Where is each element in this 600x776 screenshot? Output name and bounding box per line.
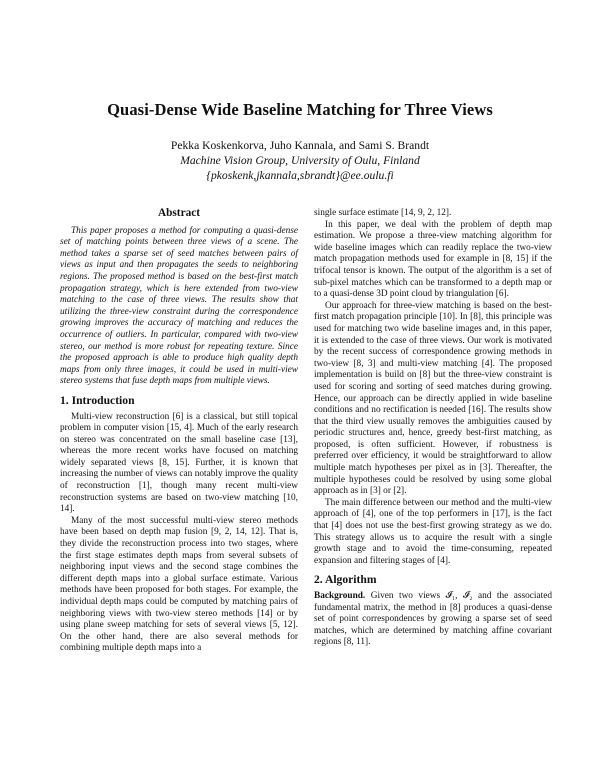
- right-column: [314, 208, 552, 649]
- algorithm-text: Given two views 𝓘₁, 𝓘₂ and the associated fundamental matrix, the method in [8] produces a quasi-dense set of point correspondences by growing a sparse set of seed matches, which are determined by matching affine covariant regions [8, 11].: [314, 591, 552, 648]
- algorithm-paragraph: [314, 591, 552, 649]
- intro-paragraph-5: The main difference between our method and the multi-view approach of [4], one of the top performers in [17], is the fact that [4] does not use the best-first growing strategy as we do. This strategy allows us to acquire the result with a single growth stage and to avoid the time-consuming, repeated expansion and filtering stages of [4].: [314, 497, 552, 566]
- intro-heading: 1. Introduction: [60, 393, 135, 407]
- background-runin: Background.: [314, 591, 366, 601]
- intro-continuation: single surface estimate [14, 9, 2, 12].: [314, 208, 452, 218]
- abstract-text: This paper proposes a method for computing a quasi-dense set of matching points between three views of a scene. The method takes a sparse set of seed matches between pairs of views as input and then propagates the seeds to neighboring regions. The proposed method is based on the best-first match propagation strategy, which is here extended from two-view matching to the case of three views. The results show that utilizing the three-view constraint during the correspondence growing improves the accuracy of matching and reduces the occurrence of outliers. In particular, compared with two-view stereo, our method is more robust for repeating texture. Since the proposed approach is able to produce high quality depth maps from only three images, it could be used in multi-view stereo systems that fuse depth maps from multiple views.: [60, 225, 298, 387]
- author-affiliation: Machine Vision Group, University of Oulu, Finland: [180, 154, 420, 167]
- author-block: [0, 138, 600, 183]
- algorithm-heading: 2. Algorithm: [314, 573, 377, 587]
- paper-title: Quasi-Dense Wide Baseline Matching for Three Views: [107, 100, 493, 119]
- abstract-heading: Abstract: [157, 207, 201, 219]
- intro-paragraph-3: In this paper, we deal with the problem of depth map estimation. We propose a three-view matching algorithm for wide baseline images which can readily replace the two-view match propagation methods used for example in [8, 15] if the trifocal tensor is known. The output of the algorithm is a set of sub-pixel matches which can be transformed to a depth map or to a quasi-dense 3D point cloud by triangulation [6].: [314, 219, 552, 300]
- intro-paragraph-1: Multi-view reconstruction [6] is a classical, but still topical problem in computer vision [15, 4]. Much of the early research on stereo was concentrated on the small baseline case [13], whereas the more recent works have focused on matching widely separated views [8, 15]. Further, it is known that increasing the number of views can notably improve the quality of reconstruction [1], though many recent multi-view reconstruction systems are based on two-view matching [10, 14].: [60, 411, 298, 515]
- left-column: [60, 208, 298, 655]
- author-emails: {pkoskenk,jkannala,sbrandt}@ee.oulu.fi: [206, 169, 394, 182]
- intro-paragraph-4: Our approach for three-view matching is based on the best-first match propagation principle [10]. In [8], this principle was used for matching two wide baseline images and, in this paper, it is extended to the case of three views. Our work is motivated by the recent success of correspondence growing methods in two-view [8, 3] and multi-view matching [4]. The proposed implementation is build on [8] but the three-view constraint is used for scoring and sorting of seed matches during growing. Hence, our approach can be directly applied in wide baseline conditions and no rectification is needed [16]. The results show that the third view usually removes the ambiguities caused by periodic structures and, hence, greedy best-first matching, as proposed, is often sufficient. However, if robustness is preferred over efficiency, it would be straightforward to allow multiple match hypotheses per pixel as in [3]. Thereafter, the multiple hypotheses could be resolved by using some global approach as in [3] or [2].: [314, 300, 552, 497]
- intro-paragraph-2: Many of the most successful multi-view stereo methods have been based on depth map fusion [9, 2, 14, 12]. That is, they divide the reconstruction process into two stages, where the first stage estimates depth maps from several subsets of neighboring input views and the second stage combines the different depth maps into a global surface estimate. Various methods have been proposed for both stages. For example, the individual depth maps could be computed by matching pairs of neighboring views with two-view stereo methods [14] or by using plane sweep matching for sets of several views [5, 12]. On the other hand, there are also several methods for combining multiple depth maps into a: [60, 515, 298, 654]
- author-names: Pekka Koskenkorva, Juho Kannala, and Sami S. Brandt: [170, 139, 430, 152]
